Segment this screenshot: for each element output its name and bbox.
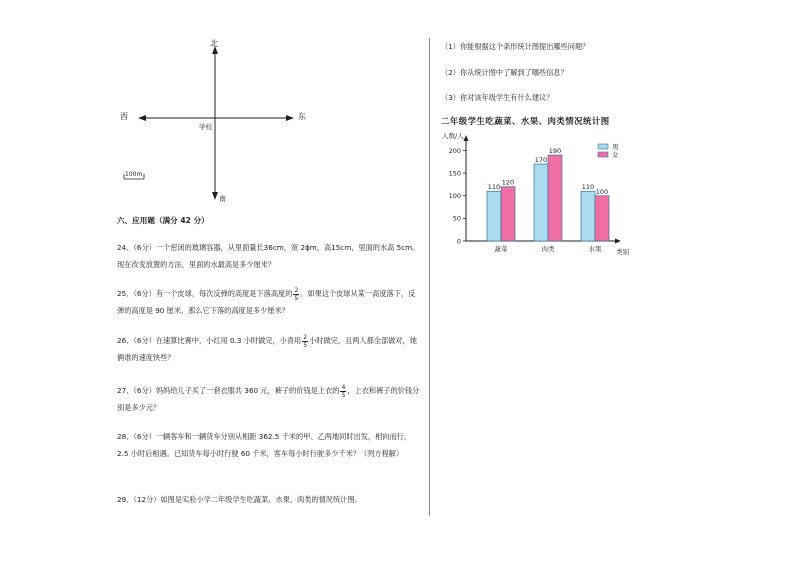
fraction-numerator: 2 — [294, 286, 299, 294]
sub-question-2: （2）你从统计图中了解到了哪些信息？ — [441, 68, 568, 77]
y-tick-label: 0 — [456, 237, 461, 246]
compass-map — [110, 36, 320, 206]
question-27 — [117, 382, 422, 416]
question-24 — [117, 239, 422, 273]
east-arrow-icon — [286, 115, 294, 121]
x-tick-label: 蔬菜 — [494, 245, 508, 253]
y-tick-label: 100 — [448, 192, 461, 201]
bar-girls — [548, 155, 562, 241]
map-label-north: 北 — [210, 39, 218, 48]
question-26-text-post: 小时做完，且两人都全部做对，她俩谁的速度快些？ — [117, 336, 417, 362]
question-26 — [117, 332, 422, 366]
x-axis-label: 类别 — [616, 248, 629, 256]
fraction-numerator: 2 — [303, 333, 308, 341]
question-27-text-post: ，上衣和裤子的价钱分别是多少元？ — [117, 386, 420, 412]
bar-value-label: 120 — [501, 178, 515, 187]
bar-value-label: 100 — [595, 187, 609, 196]
chart-title: 二年级学生吃蔬菜、水果、肉类情况统计图 — [441, 116, 610, 126]
sub-question-1: （1）你能根据这个条形统计图提出哪些问题？ — [441, 42, 590, 51]
legend-label: 男 — [612, 143, 619, 151]
y-axis-arrow-icon — [464, 135, 469, 141]
fraction-denominator: 5 — [341, 391, 346, 399]
fraction-denominator: 5 — [303, 341, 308, 349]
map-scale-label: 100m — [125, 171, 143, 178]
column-divider — [429, 38, 430, 516]
bar-boys — [581, 191, 595, 241]
y-tick-label: 150 — [448, 169, 461, 178]
question-27-text-pre: 27、（6分）妈妈给儿子买了一套衣服共 360 元，裤子的价钱是上衣的 — [117, 386, 340, 395]
west-arrow-icon — [138, 115, 146, 121]
question-28-text: 28、（6分）一辆客车和一辆货车分别从相距 362.5 千米的甲、乙两地同时出发，相向而行，2.5 小时后相遇。已知货车每小时行驶 60 千米，客车每小时行驶多少千米？（列方程解） — [117, 432, 412, 458]
bar-chart — [440, 128, 640, 258]
y-tick-label: 200 — [448, 146, 461, 155]
y-axis-label: 人数/人 — [442, 132, 464, 140]
south-arrow-icon — [212, 192, 218, 200]
map-label-east: 东 — [298, 112, 306, 121]
bar-value-label: 190 — [548, 147, 562, 156]
question-25-text-pre: 25、（6分）有一个皮球，每次反弹的高度是下落高度的 — [117, 289, 293, 298]
question-29-text: 29、（12分）如图是实验小学二年级学生吃蔬菜、水果、肉类的情况统计图。 — [117, 495, 362, 504]
y-tick-label: 50 — [452, 214, 461, 223]
bar-girls — [595, 196, 609, 241]
question-29 — [117, 491, 422, 508]
question-25-text-post: 。如果这个皮球从某一高度落下，反弹的高度是 90 厘米，那么它下落的高度是多少厘米？ — [117, 289, 416, 315]
question-25 — [117, 285, 422, 319]
fraction — [302, 334, 308, 349]
fraction — [293, 287, 299, 302]
legend-label: 女 — [612, 151, 619, 159]
fraction-denominator: 5 — [294, 294, 299, 302]
section-title: 六、应用题（满分 42 分） — [117, 216, 209, 225]
question-24-text: 24、（6分）一个密闭的玻璃容器，从里面量长36cm，宽 2ϕm，高15cm，里面的水高 5cm。现在改变放置的方法，里面的水最高是多少厘米？ — [117, 243, 420, 269]
fraction — [340, 384, 346, 399]
x-axis-arrow-icon — [615, 239, 621, 244]
bar-boys — [534, 164, 548, 241]
question-28 — [117, 428, 422, 462]
map-label-school: 学校 — [199, 123, 212, 131]
bar-girls — [501, 187, 515, 241]
x-tick-label: 水果 — [588, 245, 602, 253]
bar-value-label: 110 — [581, 183, 595, 192]
map-label-south: 南 — [219, 195, 226, 203]
bar-value-label: 110 — [487, 183, 501, 192]
question-26-text-pre: 26、（6分）在速算比赛中，小红用 0.3 小时做完，小青用 — [117, 336, 302, 345]
sub-question-3: （3）你对该年级学生有什么建议？ — [441, 93, 554, 102]
legend-swatch-girls — [598, 152, 608, 157]
map-label-west: 西 — [120, 112, 128, 121]
bar-boys — [487, 191, 501, 241]
fraction-numerator: 4 — [341, 383, 346, 391]
legend-swatch-boys — [598, 144, 608, 149]
bar-value-label: 170 — [534, 156, 548, 165]
x-tick-label: 肉类 — [541, 245, 555, 253]
